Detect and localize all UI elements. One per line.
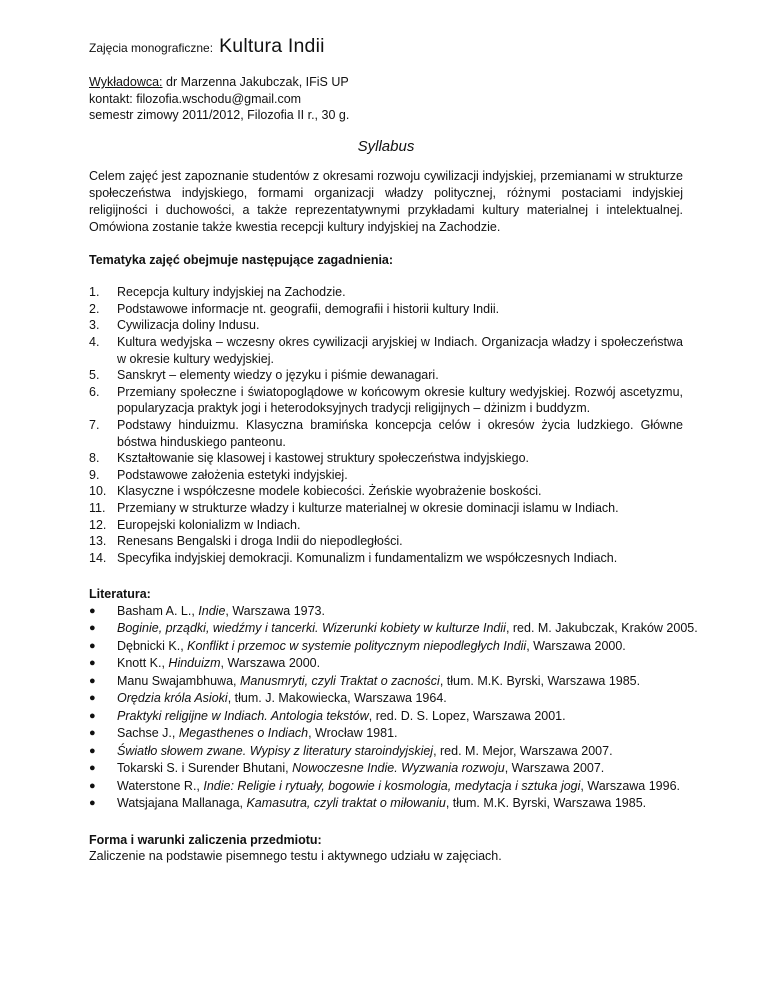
literature-pre: Dębnicki K., bbox=[117, 638, 188, 653]
lecturer-label: Wykładowca: bbox=[89, 75, 163, 89]
literature-post: , Wrocław 1981. bbox=[308, 726, 398, 741]
literature-title: Praktyki religijne w Indiach. Antologia tekstów bbox=[117, 708, 369, 723]
topic-text: Przemiany społeczne i światopoglądowe w końcowym okresie kultury wedyjskiej. Rozwój ascetyzmu, popularyzacja praktyk jogi i heterodoksyjnych tradycji religijnych – dżinizm i buddyzm. bbox=[117, 384, 683, 416]
literature-title: Indie bbox=[198, 603, 226, 618]
topic-text: Kształtowanie się klasowej i kastowej struktury społeczeństwa indyjskiego. bbox=[117, 451, 529, 466]
bullet-icon: ● bbox=[89, 727, 96, 740]
topic-number: 4. bbox=[89, 335, 100, 350]
literature-post: , red. M. Mejor, Warszawa 2007. bbox=[433, 743, 613, 758]
literature-pre: Manu Swajambhuwa, bbox=[117, 673, 240, 688]
bullet-icon: ● bbox=[89, 639, 96, 652]
contact-line: kontakt: filozofia.wschodu@gmail.com bbox=[89, 91, 302, 106]
topic-number: 1. bbox=[89, 285, 100, 300]
topic-item bbox=[89, 334, 683, 367]
literature-item bbox=[89, 725, 683, 743]
topic-text: Recepcja kultury indyjskiej na Zachodzie. bbox=[117, 285, 346, 300]
literature-item bbox=[89, 638, 683, 656]
literature-pre: Sachse J., bbox=[117, 726, 179, 741]
topic-text: Renesans Bengalski i droga Indii do niepodległości. bbox=[117, 534, 403, 549]
lecturer-line bbox=[89, 74, 683, 91]
literature-post: , Warszawa 2000. bbox=[220, 656, 321, 671]
literature-title: Konflikt i przemoc w systemie politycznym niepodległych Indii bbox=[187, 638, 527, 653]
topic-text: Europejski kolonializm w Indiach. bbox=[117, 517, 301, 532]
topic-item bbox=[89, 417, 683, 450]
bullet-icon: ● bbox=[89, 709, 96, 722]
topic-number: 7. bbox=[89, 418, 100, 433]
literature-item bbox=[89, 673, 683, 691]
topics-list bbox=[89, 284, 683, 566]
literature-title: Manusmryti, czyli Traktat o zacności bbox=[239, 673, 440, 688]
topic-item bbox=[89, 550, 683, 567]
literature-item bbox=[89, 743, 683, 761]
literature-pre: Waterstone R., bbox=[117, 778, 204, 793]
topic-item bbox=[89, 517, 683, 534]
topic-item bbox=[89, 284, 683, 301]
literature-title: Światło słowem zwane. Wypisy z literatury staroindyjskiej bbox=[117, 743, 434, 758]
assessment-text: Zaliczenie na podstawie pisemnego testu i aktywnego udziału w zajęciach. bbox=[89, 849, 502, 864]
literature-title: Megasthenes o Indiach bbox=[178, 726, 309, 741]
topic-text: Przemiany w strukturze władzy i kulturze materialnej w okresie dominacji islamu w Indiach. bbox=[117, 501, 619, 515]
literature-item bbox=[89, 708, 683, 726]
topic-number: 10. bbox=[89, 484, 107, 499]
literature-title: Hinduizm bbox=[168, 656, 221, 671]
bullet-icon: ● bbox=[89, 674, 96, 687]
topic-number: 12. bbox=[89, 517, 107, 532]
bullet-icon: ● bbox=[89, 692, 96, 705]
topic-text: Cywilizacja doliny Indusu. bbox=[117, 318, 260, 333]
topic-text: Kultura wedyjska – wczesny okres cywilizacji aryjskiej w Indiach. Organizacja władzy i społeczeństwa w okresie kultury wedyjskiej. bbox=[117, 335, 683, 366]
topic-item bbox=[89, 317, 683, 334]
literature-item bbox=[89, 795, 683, 813]
literature-pre: Basham A. L., bbox=[117, 603, 199, 618]
literature-item bbox=[89, 620, 698, 638]
topic-item bbox=[89, 467, 683, 484]
syllabus-title: Syllabus bbox=[357, 137, 415, 155]
literature-heading: Literatura: bbox=[89, 587, 151, 602]
literature-title: Indie: Religie i rytuały, bogowie i kosmologia, medytacja i sztuka jogi bbox=[203, 778, 581, 793]
topic-text: Specyfika indyjskiej demokracji. Komunalizm i fundamentalizm we współczesnych Indiach. bbox=[117, 550, 618, 565]
assessment-heading: Forma i warunki zaliczenia przedmiotu: bbox=[89, 832, 322, 847]
topic-item bbox=[89, 301, 683, 318]
literature-item bbox=[89, 655, 683, 673]
topic-number: 14. bbox=[89, 550, 107, 565]
literature-title: Orędzia króla Asioki bbox=[117, 691, 228, 706]
literature-post: , red. M. Jakubczak, Kraków 2005. bbox=[505, 621, 698, 636]
topics-heading: Tematyka zajęć obejmuje następujące zagadnienia: bbox=[89, 252, 394, 267]
literature-post: , Warszawa 1973. bbox=[225, 603, 325, 618]
topic-item bbox=[89, 384, 683, 417]
literature-item bbox=[89, 603, 683, 621]
topic-item bbox=[89, 500, 683, 517]
topic-number: 11. bbox=[89, 501, 106, 515]
topic-item bbox=[89, 450, 683, 467]
literature-list bbox=[89, 603, 698, 813]
topic-text: Podstawy hinduizmu. Klasyczna bramińska koncepcja celów i okresów życia ludzkiego. Główne bóstwa hinduskiego panteonu. bbox=[117, 418, 683, 449]
bullet-icon: ● bbox=[89, 779, 96, 792]
bullet-icon: ● bbox=[89, 797, 96, 810]
literature-post: , red. D. S. Lopez, Warszawa 2001. bbox=[368, 708, 566, 723]
topic-text: Podstawowe informacje nt. geografii, demografii i historii kultury Indii. bbox=[117, 301, 500, 316]
literature-post: , tłum. J. Makowiecka, Warszawa 1964. bbox=[227, 691, 447, 706]
course-info bbox=[89, 74, 683, 124]
lecturer-name: dr Marzenna Jakubczak, IFiS UP bbox=[162, 75, 349, 89]
literature-post: , Warszawa 2000. bbox=[526, 638, 626, 653]
literature-pre: Tokarski S. i Surender Bhutani, bbox=[117, 761, 293, 776]
literature-post: , Warszawa 1996. bbox=[580, 778, 681, 793]
literature-post: , Warszawa 2007. bbox=[504, 761, 605, 776]
literature-item bbox=[89, 760, 683, 778]
literature-post: , tłum. M.K. Byrski, Warszawa 1985. bbox=[445, 796, 647, 811]
literature-item bbox=[89, 778, 683, 796]
topic-item bbox=[89, 367, 683, 384]
literature-title: Boginie, prządki, wiedźmy i tancerki. Wizerunki kobiety w kulturze Indii bbox=[117, 621, 506, 636]
literature-title: Kamasutra, czyli traktat o miłowaniu bbox=[246, 796, 446, 811]
topic-text: Sanskryt – elementy wiedzy o języku i piśmie dewanagari. bbox=[117, 368, 439, 383]
topic-number: 5. bbox=[89, 368, 100, 383]
topic-number: 2. bbox=[89, 301, 100, 316]
bullet-icon: ● bbox=[89, 604, 96, 617]
topic-number: 9. bbox=[89, 467, 100, 482]
topic-item bbox=[89, 483, 683, 500]
semester-line: semestr zimowy 2011/2012, Filozofia II r., 30 g. bbox=[89, 108, 350, 123]
bullet-icon: ● bbox=[89, 622, 96, 635]
topic-number: 6. bbox=[89, 384, 100, 399]
bullet-icon: ● bbox=[89, 657, 96, 670]
course-title: Kultura Indii bbox=[219, 35, 325, 57]
literature-pre: Knott K., bbox=[117, 656, 169, 671]
topic-number: 8. bbox=[89, 451, 100, 466]
bullet-icon: ● bbox=[89, 744, 96, 757]
document-page bbox=[89, 35, 698, 865]
literature-title: Nowoczesne Indie. Wyzwania rozwoju bbox=[292, 761, 505, 776]
course-title-line bbox=[89, 35, 683, 66]
literature-item bbox=[89, 690, 683, 708]
topic-text: Klasyczne i współczesne modele kobiecości. Żeńskie wyobrażenie boskości. bbox=[117, 484, 542, 499]
literature-post: , tłum. M.K. Byrski, Warszawa 1985. bbox=[439, 673, 641, 688]
course-type-label: Zajęcia monograficzne: bbox=[89, 41, 214, 55]
intro-paragraph: Celem zajęć jest zapoznanie studentów z okresami rozwoju cywilizacji indyjskiej, przemianami w strukturze społeczeństwa indyjskiego, formami organizacji władzy politycznej, różnymi postaciami indyjskiej religijności i duchowości, a także reprezentatywnymi przykładami kultury materialnej i intelektualnej. Omówiona zostanie także kwestia recepcji kultury indyjskiej na Zachodzie. bbox=[89, 168, 683, 234]
topic-number: 3. bbox=[89, 318, 100, 333]
topic-number: 13. bbox=[89, 534, 107, 549]
literature-pre: Watsjajana Mallanaga, bbox=[117, 796, 247, 811]
topic-text: Podstawowe założenia estetyki indyjskiej. bbox=[117, 467, 348, 482]
topic-item bbox=[89, 533, 683, 550]
bullet-icon: ● bbox=[89, 762, 96, 775]
